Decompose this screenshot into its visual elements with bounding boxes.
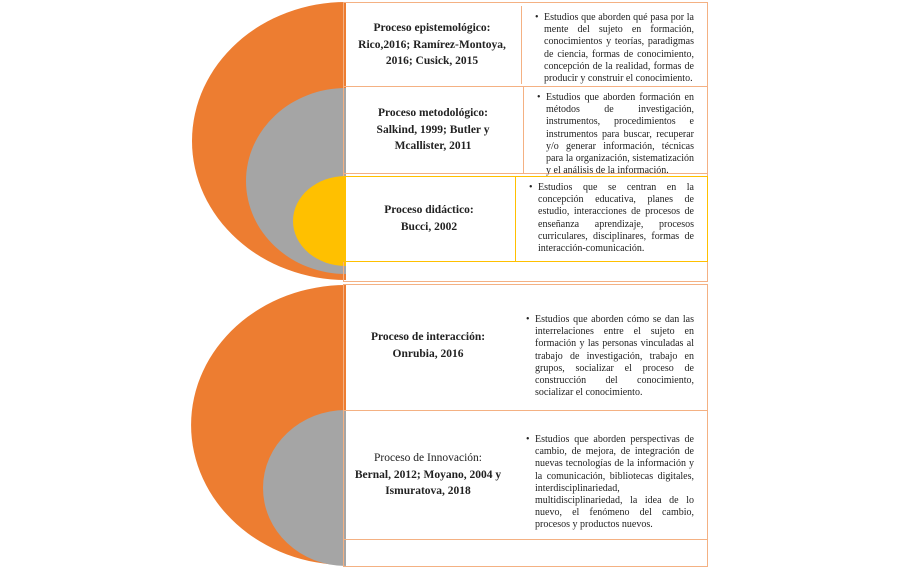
innovacion-authors: Bernal, 2012; Moyano, 2004 y Ismuratova, 2018 [354, 468, 502, 498]
epistemologico-description: • Estudios que aborden qué pasa por la mente del sujeto en formación, conocimientos y teorías, paradigmas de ciencia, formas de conocimiento, concepción de la realidad, formas de producir y construir el conocimiento. [544, 12, 694, 85]
metodologico-description-box [523, 86, 708, 177]
innovacion-description: • Estudios que aborden perspectivas de cambio, de mejora, de integración de nuevas tecnologías de la información y la comunicación, bibliotecas digitales, interdisciplinariedad, multidisciplinariedad, la idea de lo nuevo, el fenómeno del cambio, procesos y productos nuevos. [535, 434, 694, 532]
didactico-label [343, 176, 515, 262]
innovacion-title: Proceso de Innovación: [374, 451, 482, 464]
epistemologico-label [343, 6, 521, 84]
innovacion-label [343, 410, 513, 540]
interaccion-description: • Estudios que aborden cómo se dan las interrelaciones entre el sujeto en formación y las personas vinculadas al trabajo de investigación, trabajo en grupos, socializar el proceso de construcción del conocimiento, socializar el conocimiento. [535, 314, 694, 399]
didactico-authors: Bucci, 2002 [400, 221, 458, 233]
innovacion-description-box [513, 410, 708, 540]
didactico-description: • Estudios que se centran en la concepción educativa, planes de estudio, interacciones de procesos de enseñanza aprendizaje, procesos curriculares, disciplinares, formas de interacción-comunicación. [538, 182, 694, 255]
epistemologico-description-box [521, 6, 708, 84]
interaccion-title: Proceso de interacción: [370, 331, 486, 344]
interaccion-description-box [513, 284, 708, 408]
metodologico-title: Proceso metodológico: [378, 106, 488, 119]
didactico-title: Proceso didáctico: [384, 204, 474, 217]
metodologico-authors: Salkind, 1999; Butler y Mcallister, 2011 [376, 123, 490, 153]
interaccion-authors: Onrubia, 2016 [392, 348, 464, 360]
interaccion-label [343, 284, 513, 408]
metodologico-label [343, 86, 523, 174]
epistemologico-title: Proceso epistemológico: [373, 21, 491, 34]
didactico-description-box [515, 176, 708, 262]
metodologico-description: • Estudios que aborden formación en métodos de investigación, instrumentos, procedimientos e instrumentos para buscar, recuperar y/o generar información, técnicas para la organización, sistematización y el análisis de la información. [546, 92, 694, 177]
epistemologico-authors: Rico,2016; Ramírez-Montoya, 2016; Cusick, 2015 [358, 38, 506, 68]
